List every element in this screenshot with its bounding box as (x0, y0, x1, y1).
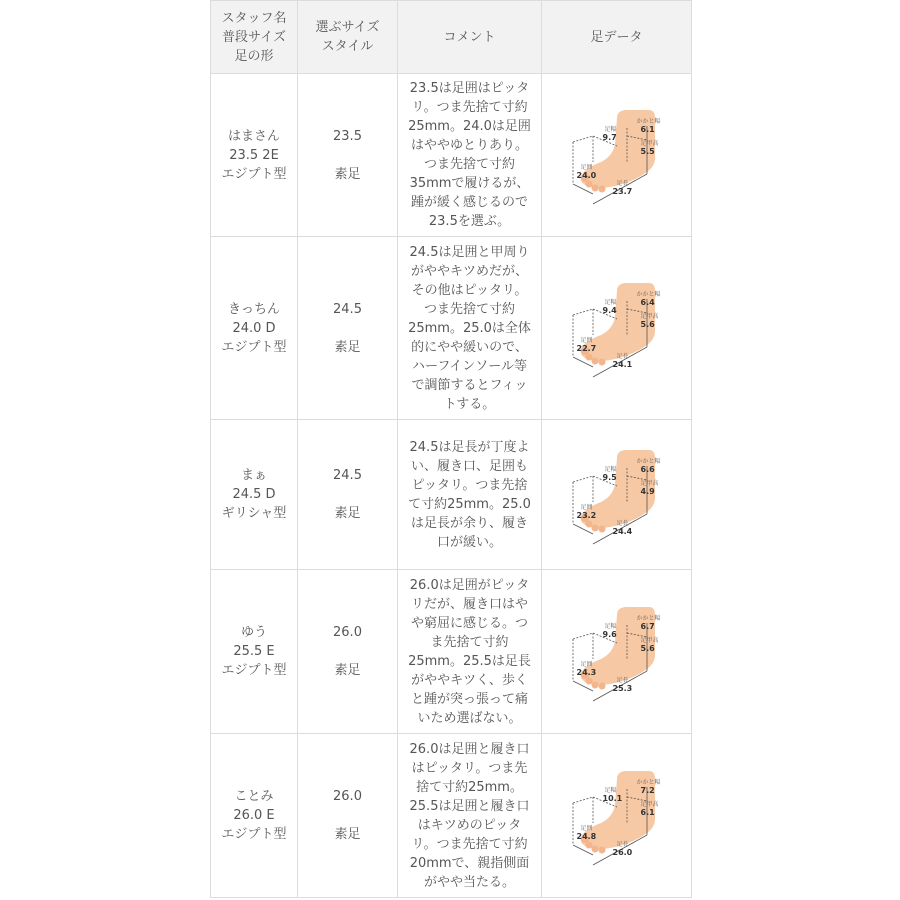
foot-width-label: 足幅 (604, 299, 617, 306)
foot-diagram (567, 597, 667, 707)
comment-line: ま先捨て寸約 (430, 634, 509, 650)
comment-line: 25mm。24.0は足囲 (408, 119, 531, 134)
instep-label: 足甲高 (640, 800, 659, 808)
comment-line: 捨て寸約25mm。 (416, 779, 523, 795)
comment-line: 踵が緩く感じるので (410, 195, 528, 210)
heel-width-value: 6.4 (640, 298, 655, 307)
comment-line: て寸約25mm。25.0 (408, 496, 531, 512)
usual-size: 26.0 E (233, 808, 275, 823)
girth-value: 24.0 (576, 171, 597, 180)
comment-cell (398, 570, 542, 734)
comment-line: がややキツく、歩く (411, 672, 528, 688)
girth-label: 足囲 (580, 824, 593, 832)
foot-width-value: 9.5 (602, 472, 617, 482)
usual-size: 24.0 D (232, 320, 276, 336)
length-value: 26.0 (612, 847, 633, 857)
comment-line: 23.5を選ぶ。 (428, 214, 511, 229)
staff-cell (211, 734, 298, 898)
table-row (211, 734, 692, 898)
usual-size: 23.5 2E (229, 147, 279, 163)
staff-name: ゆう (240, 625, 267, 640)
length-value: 24.4 (612, 526, 633, 536)
comment-line: ハーフインソール等 (412, 358, 527, 374)
girth-label: 足囲 (580, 337, 593, 344)
staff-cell (211, 237, 298, 420)
comment-line: はピッタリ。つま先 (411, 760, 528, 776)
girth-value: 24.8 (576, 831, 597, 841)
chosen-size: 26.0 (333, 625, 362, 640)
comment-line: で調節するとフィッ (411, 377, 528, 393)
staff-cell (211, 74, 298, 237)
footdata-cell (542, 734, 692, 898)
instep-label: 足甲高 (640, 313, 659, 320)
footdata-cell (542, 74, 692, 237)
header-comment: コメント (398, 1, 542, 74)
girth-value: 24.3 (576, 667, 597, 677)
comment-line: い、履き口、足囲も (410, 458, 528, 474)
usual-size: 25.5 E (233, 644, 275, 659)
comment-line: 24.5は足囲と甲周り (409, 244, 530, 260)
length-label: 足長 (616, 353, 629, 360)
heel-width-value: 6.6 (640, 464, 655, 474)
length-value: 24.1 (612, 360, 633, 369)
heel-width-label: かかと幅 (636, 778, 661, 786)
length-label: 足長 (616, 180, 629, 187)
comment-line: つま先捨て寸約 (423, 301, 515, 317)
instep-value: 5.6 (640, 643, 655, 653)
staff-name: ことみ (234, 789, 274, 804)
chosen-size: 26.0 (333, 789, 362, 804)
heel-width-label: かかと幅 (636, 291, 661, 298)
foot-diagram (567, 440, 667, 550)
comment-line: 25mm。25.0は全体 (408, 320, 531, 336)
foot-width-label: 足幅 (604, 126, 617, 133)
comment-line: 35mmで履けるが、 (409, 176, 530, 191)
girth-value: 22.7 (576, 344, 597, 353)
girth-label: 足囲 (580, 503, 593, 511)
staff-name: きっちん (227, 301, 280, 317)
staff-cell (211, 570, 298, 734)
foot-diagram (567, 100, 667, 210)
foot-width-value: 10.1 (602, 793, 623, 803)
length-label: 足長 (616, 676, 629, 684)
instep-label: 足甲高 (640, 479, 659, 487)
table-row (211, 237, 692, 420)
comment-line: 25.5は足囲と履き口 (409, 798, 530, 814)
header-choice: 選ぶサイズ スタイル (298, 1, 398, 74)
comment-line: 26.0は足囲と履き口 (409, 741, 530, 757)
footdata-cell (542, 237, 692, 420)
girth-label: 足囲 (580, 164, 593, 171)
girth-value: 23.2 (576, 510, 597, 520)
wear-style: 素足 (334, 663, 361, 678)
wear-style: 素足 (334, 506, 361, 521)
foot-width-value: 9.4 (602, 306, 617, 315)
chosen-size: 24.5 (333, 468, 362, 483)
header-footdata: 足データ (542, 1, 692, 74)
heel-width-value: 6.1 (640, 125, 655, 134)
table-row (211, 420, 692, 570)
comment-line: つま先捨て寸約 (423, 157, 515, 172)
comment-cell (398, 237, 542, 420)
chosen-size: 24.5 (333, 301, 362, 317)
staff-name: まぁ (240, 468, 267, 483)
comment-line: その他はピッタリ。 (411, 282, 528, 298)
length-label: 足長 (616, 519, 629, 527)
heel-width-value: 6.7 (640, 621, 655, 631)
instep-value: 5.5 (640, 147, 655, 156)
comment-line: はキツめのピッタ (417, 817, 522, 833)
foot-shape: ギリシャ型 (221, 506, 287, 521)
choice-cell (298, 74, 398, 237)
comment-cell (398, 74, 542, 237)
comment-cell (398, 734, 542, 898)
length-value: 23.7 (612, 187, 633, 196)
footdata-cell (542, 420, 692, 570)
staff-cell (211, 420, 298, 570)
foot-diagram (567, 761, 667, 871)
header-staff: スタッフ名 普段サイズ 足の形 (211, 1, 298, 74)
comment-line: リ。つま先捨て寸約 (411, 836, 528, 852)
footdata-cell (542, 570, 692, 734)
comment-line: いため選ばない。 (417, 710, 522, 726)
instep-label: 足甲高 (640, 140, 659, 147)
comment-line: と踵が突っ張って痛 (410, 691, 528, 707)
instep-value: 6.1 (640, 807, 655, 817)
fitting-table (210, 0, 692, 898)
heel-width-value: 7.2 (640, 785, 655, 795)
heel-width-label: かかと幅 (636, 118, 661, 125)
table-row (211, 74, 692, 237)
comment-line: リ。つま先捨て寸約 (411, 100, 528, 115)
length-value: 25.3 (612, 683, 633, 693)
length-label: 足長 (616, 840, 629, 848)
instep-value: 5.6 (640, 320, 655, 329)
comment-line: はややゆとりあり。 (410, 138, 528, 153)
comment-line: 口が緩い。 (436, 534, 502, 550)
choice-cell (298, 570, 398, 734)
foot-shape: エジプト型 (221, 166, 287, 182)
comment-line: や窮屈に感じる。つ (410, 615, 528, 631)
foot-width-label: 足幅 (604, 622, 617, 630)
wear-style: 素足 (334, 339, 361, 355)
comment-line: トする。 (443, 396, 496, 412)
staff-name: はまさん (227, 128, 280, 144)
instep-value: 4.9 (640, 486, 655, 496)
comment-line: 24.5は足長が丁度よ (409, 439, 530, 455)
foot-shape: エジプト型 (221, 663, 287, 678)
foot-shape: エジプト型 (221, 827, 287, 842)
comment-line: 20mmで、親指側面 (409, 855, 530, 871)
foot-width-label: 足幅 (604, 786, 617, 794)
wear-style: 素足 (334, 166, 361, 182)
choice-cell (298, 734, 398, 898)
foot-shape: エジプト型 (221, 339, 287, 355)
heel-width-label: かかと幅 (636, 457, 661, 465)
instep-label: 足甲高 (640, 636, 659, 644)
header-row (211, 1, 692, 74)
foot-width-value: 9.7 (602, 133, 617, 142)
comment-line: がややキツめだが、 (410, 263, 528, 279)
choice-cell (298, 420, 398, 570)
comment-line: がやや当たる。 (423, 874, 515, 890)
choice-cell (298, 237, 398, 420)
comment-line: は足長が余り、履き (410, 515, 528, 531)
wear-style: 素足 (334, 827, 361, 842)
foot-width-label: 足幅 (604, 465, 617, 473)
comment-line: リだが、履き口はや (410, 596, 528, 612)
comment-cell (398, 420, 542, 570)
table-row (211, 570, 692, 734)
heel-width-label: かかと幅 (636, 614, 661, 622)
usual-size: 24.5 D (232, 487, 276, 502)
chosen-size: 23.5 (333, 128, 362, 144)
comment-line: 的にやや緩いので、 (411, 339, 528, 355)
comment-line: 25mm。25.5は足長 (408, 653, 531, 669)
foot-diagram (567, 273, 667, 383)
foot-width-value: 9.6 (602, 629, 617, 639)
comment-line: ピッタリ。つま先捨 (411, 477, 528, 493)
girth-label: 足囲 (580, 660, 593, 668)
comment-line: 23.5は足囲はピッタ (409, 81, 530, 96)
comment-line: 26.0は足囲がピッタ (409, 577, 530, 593)
